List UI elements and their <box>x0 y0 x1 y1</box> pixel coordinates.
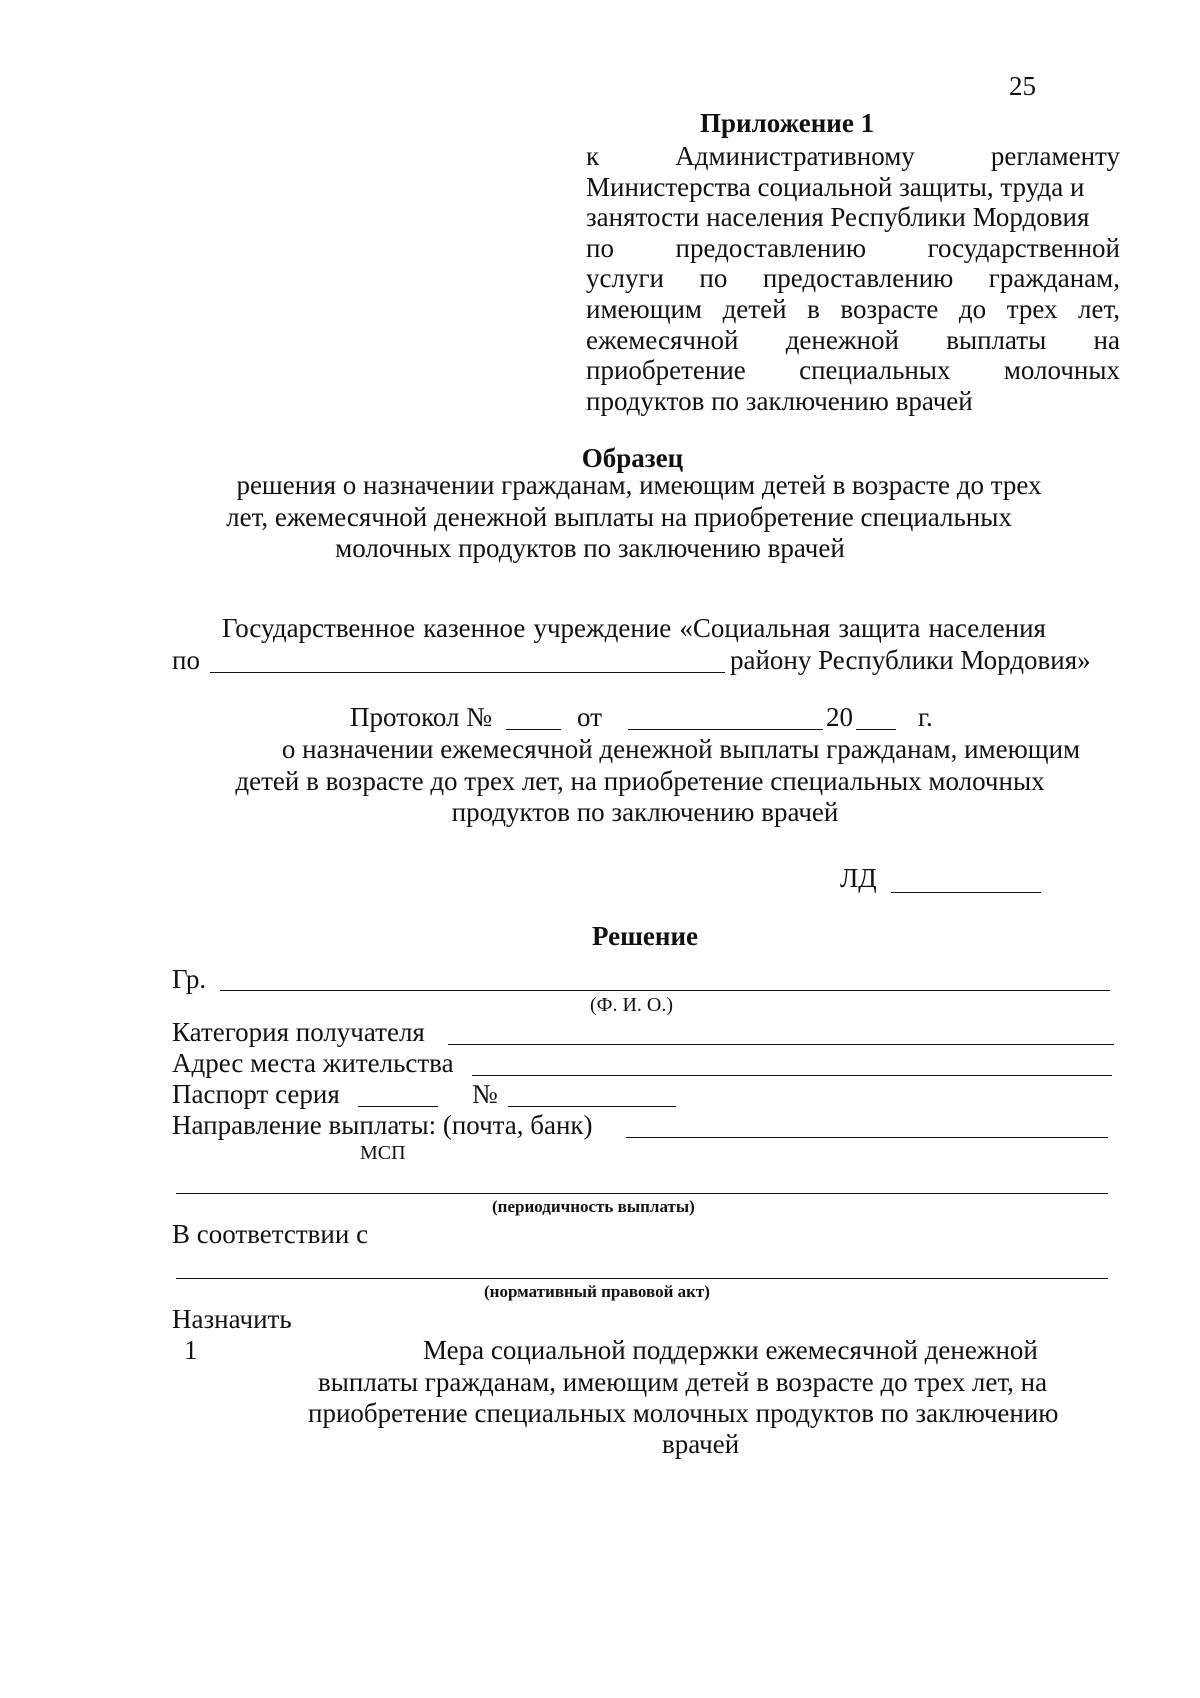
periodicity-blank[interactable] <box>176 1193 1108 1194</box>
address-blank[interactable] <box>472 1075 1112 1076</box>
appendix-word: молочных <box>1003 355 1120 386</box>
appendix-word: трех <box>1006 294 1058 324</box>
institution-word: учреждение <box>533 613 672 643</box>
appendix-word: на <box>1093 324 1120 355</box>
appendix-word: имеющим <box>586 294 703 324</box>
fio-caption: (Ф. И. О.) <box>590 994 674 1016</box>
legal-act-blank[interactable] <box>176 1278 1108 1279</box>
assign-label: Назначить <box>172 1304 292 1334</box>
passport-series-blank[interactable] <box>358 1106 438 1107</box>
legal-act-caption: (нормативный правовой акт) <box>484 1282 710 1301</box>
appendix-word: специальных <box>799 355 951 386</box>
appendix-line <box>586 262 1120 294</box>
sample-line-2: лет, ежемесячной денежной выплаты на приобретение специальных <box>226 502 1012 532</box>
appendix-word: занятости населения Республики Мордовия <box>586 202 1090 233</box>
sample-line-1: решения о назначении гражданам, имеющим детей в возрасте до трех <box>236 470 1042 500</box>
sample-title: Образец <box>581 443 684 473</box>
appendix-line <box>586 354 1120 386</box>
appendix-word: государственной <box>927 232 1120 263</box>
appendix-word: Министерства социальной защиты, труда и <box>586 171 1085 202</box>
appendix-word: предоставлению <box>762 263 954 294</box>
item-line-4: врачей <box>662 1429 740 1459</box>
protocol-label: Протокол № <box>350 702 492 732</box>
item-line-2: выплаты гражданам, имеющим детей в возрасте до трех лет, на <box>318 1367 1048 1397</box>
institution-word: «Социальная <box>679 613 831 643</box>
protocol-line-1: о назначении ежемесячной денежной выплаты гражданам, имеющим <box>281 734 1081 764</box>
appendix-line <box>586 140 1120 172</box>
passport-series-label: Паспорт серия <box>172 1079 340 1109</box>
passport-number-blank[interactable] <box>508 1106 676 1107</box>
appendix-word: ежемесячной <box>586 324 739 355</box>
institution-line <box>222 612 1046 644</box>
msp-label: МСП <box>360 1142 406 1164</box>
appendix-word: по <box>586 232 614 263</box>
appendix-word: предоставлению <box>675 232 867 263</box>
item-line-3: приобретение специальных молочных продуктов по заключению <box>308 1398 1059 1428</box>
appendix-line <box>586 232 1120 264</box>
institution-prefix: по <box>172 645 200 675</box>
appendix-word: по <box>699 263 728 294</box>
appendix-line <box>586 385 1120 417</box>
item-line-1: Мера социальной поддержки ежемесячной денежной <box>423 1335 1038 1365</box>
protocol-line-2: детей в возрасте до трех лет, на приобретение специальных молочных <box>235 766 1045 796</box>
category-label: Категория получателя <box>172 1017 425 1047</box>
appendix-line <box>586 293 1120 325</box>
address-label: Адрес места жительства <box>172 1048 454 1078</box>
institution-word: Государственное <box>222 613 416 643</box>
category-blank[interactable] <box>448 1044 1114 1045</box>
appendix-line <box>586 171 1120 203</box>
protocol-number-blank[interactable] <box>506 729 561 730</box>
appendix-word: приобретение <box>586 355 746 386</box>
page-number: 25 <box>1009 71 1036 101</box>
protocol-date-blank[interactable] <box>628 729 823 730</box>
appendix-word: лет, <box>1078 294 1120 324</box>
appendix-line <box>586 324 1120 356</box>
protocol-from: от <box>577 702 602 732</box>
appendix-word: продуктов по заключению врачей <box>586 385 973 416</box>
appendix-word: выплаты <box>946 324 1047 355</box>
appendix-word: возрасте <box>840 294 939 324</box>
accordance-label: В соответствии с <box>172 1219 369 1249</box>
institution-word: населения <box>928 613 1046 643</box>
fio-blank[interactable] <box>220 990 1110 991</box>
appendix-line <box>586 201 1120 233</box>
appendix-word: регламенту <box>990 141 1120 171</box>
appendix-word: детей <box>722 294 787 324</box>
payment-direction-blank[interactable] <box>626 1137 1108 1138</box>
appendix-word: до <box>958 294 987 324</box>
protocol-year-blank[interactable] <box>856 729 896 730</box>
district-blank[interactable] <box>210 672 725 673</box>
appendix-word: денежной <box>785 324 899 355</box>
gr-label: Гр. <box>172 964 207 994</box>
appendix-word: в <box>807 294 820 324</box>
decision-title: Решение <box>592 921 698 951</box>
appendix-word: Административному <box>675 141 915 171</box>
appendix-word: к <box>586 141 600 171</box>
protocol-line-3: продуктов по заключению врачей <box>451 797 839 827</box>
passport-number-label: № <box>472 1079 498 1109</box>
appendix-word: гражданам, <box>988 263 1120 294</box>
institution-word: казенное <box>423 613 526 643</box>
periodicity-caption: (периодичность выплаты) <box>492 1197 695 1216</box>
protocol-year: 20 <box>826 702 853 732</box>
institution-word: защита <box>838 613 921 643</box>
sample-line-3: молочных продуктов по заключению врачей <box>335 533 845 563</box>
ld-blank[interactable] <box>891 892 1041 893</box>
appendix-word: услуги <box>586 263 664 294</box>
appendix-title: Приложение 1 <box>700 108 875 138</box>
item-number: 1 <box>184 1335 198 1365</box>
protocol-year-suffix: г. <box>918 702 933 732</box>
ld-label: ЛД <box>840 863 877 893</box>
payment-direction-label: Направление выплаты: (почта, банк) <box>172 1110 593 1140</box>
institution-suffix: району Республики Мордовия» <box>730 645 1091 675</box>
